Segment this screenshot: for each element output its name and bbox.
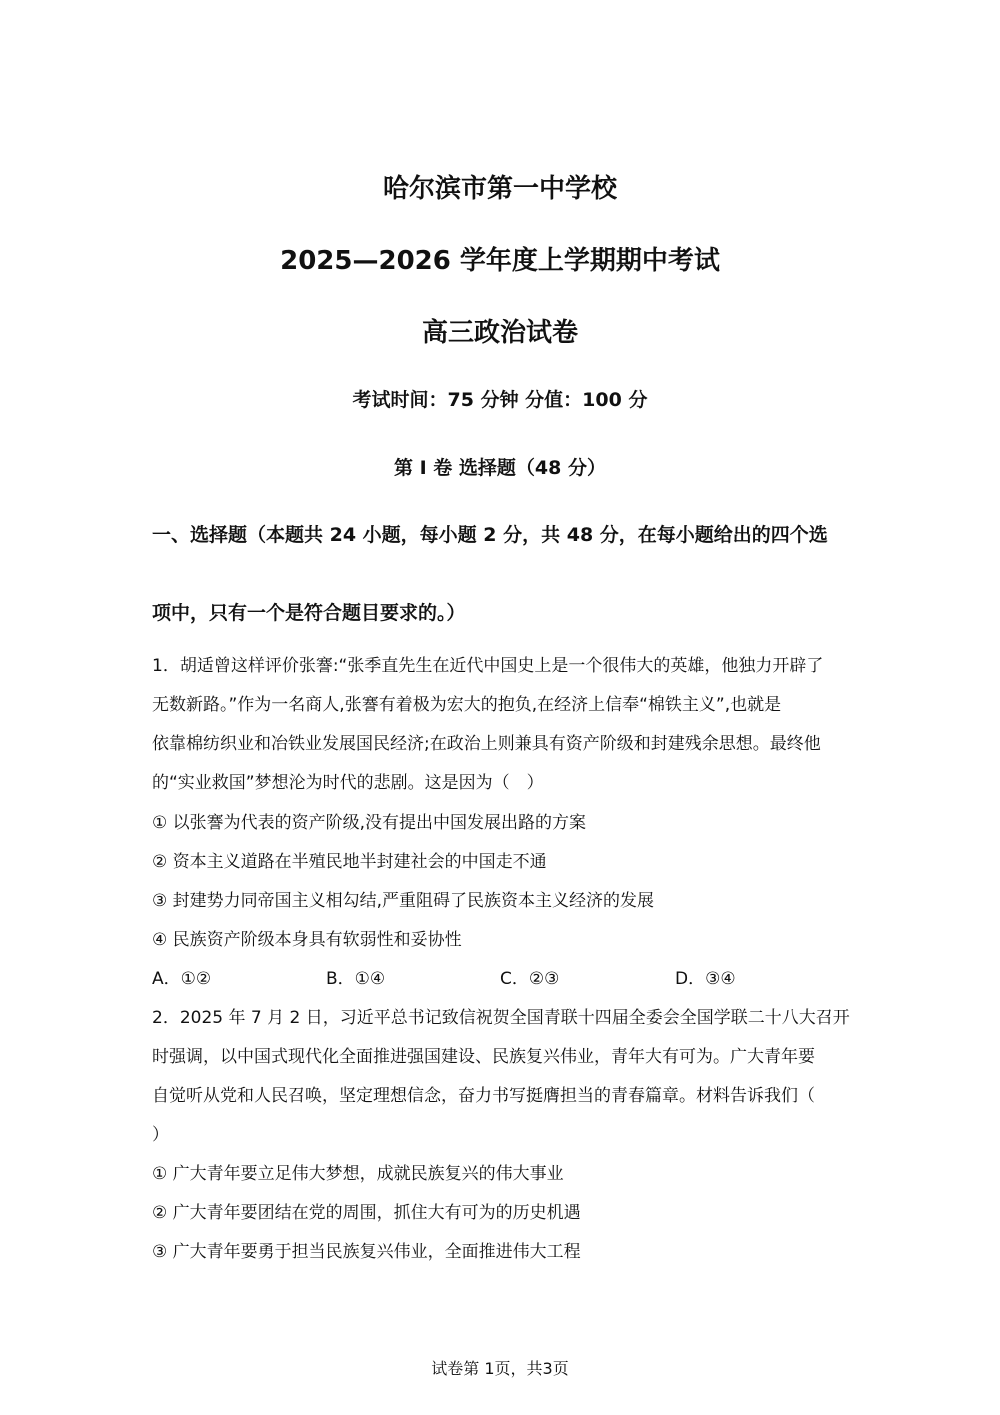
q1-stem-line: 的“实业救国”梦想沦为时代的悲剧。这是因为（ ） xyxy=(152,773,544,793)
volume-title: 第 I 卷 选择题（48 分） xyxy=(394,457,606,479)
q1-stem-line: 无数新路。”作为一名商人,张謇有着极为宏大的抱负,在经济上信奉“棉铁主义”,也就是 xyxy=(152,695,782,715)
section-heading-line2: 项中，只有一个是符合题目要求的。） xyxy=(152,602,466,624)
q2-stem-line: 2．2025 年 7 月 2 日，习近平总书记致信祝贺全国青联十四届全委会全国学联二十八大召开 xyxy=(152,1008,850,1028)
q2-statement: ③ 广大青年要勇于担当民族复兴伟业，全面推进伟大工程 xyxy=(152,1242,581,1262)
q2-stem-line: 时强调，以中国式现代化全面推进强国建设、民族复兴伟业，青年大有可为。广大青年要 xyxy=(152,1047,815,1067)
q1-option-c: C．②③ xyxy=(500,969,560,989)
q2-stem-line: ） xyxy=(152,1125,169,1145)
exam-info: 考试时间：75 分钟 分值：100 分 xyxy=(352,389,648,411)
q2-statement: ② 广大青年要团结在党的周围，抓住大有可为的历史机遇 xyxy=(152,1203,581,1223)
q2-stem-line: 自觉听从党和人民召唤，坚定理想信念，奋力书写挺膺担当的青春篇章。材料告诉我们（ xyxy=(152,1086,815,1106)
q1-statement: ① 以张謇为代表的资产阶级,没有提出中国发展出路的方案 xyxy=(152,813,587,833)
q2-statement: ① 广大青年要立足伟大梦想，成就民族复兴的伟大事业 xyxy=(152,1164,564,1184)
q1-statement: ③ 封建势力同帝国主义相勾结,严重阻碍了民族资本主义经济的发展 xyxy=(152,891,655,911)
section-heading-line1: 一、选择题（本题共 24 小题，每小题 2 分，共 48 分，在每小题给出的四个选 xyxy=(152,524,828,546)
q1-stem-line: 1．胡适曾这样评价张謇:“张季直先生在近代中国史上是一个很伟大的英雄，他独力开辟了 xyxy=(152,656,824,676)
q1-option-a: A．①② xyxy=(152,969,212,989)
school-name: 哈尔滨市第一中学校 xyxy=(382,174,617,204)
paper-title: 高三政治试卷 xyxy=(421,318,578,348)
q1-option-d: D．③④ xyxy=(675,969,736,989)
q1-stem-line: 依靠棉纺织业和冶铁业发展国民经济;在政治上则兼具有资产阶级和封建残余思想。最终他 xyxy=(152,734,821,754)
q1-statement: ② 资本主义道路在半殖民地半封建社会的中国走不通 xyxy=(152,852,547,872)
q1-statement: ④ 民族资产阶级本身具有软弱性和妥协性 xyxy=(152,930,462,950)
exam-year-title: 2025—2026 学年度上学期期中考试 xyxy=(280,246,720,276)
page-footer: 试卷第 1页，共3页 xyxy=(431,1359,569,1378)
q1-option-b: B．①④ xyxy=(326,969,386,989)
